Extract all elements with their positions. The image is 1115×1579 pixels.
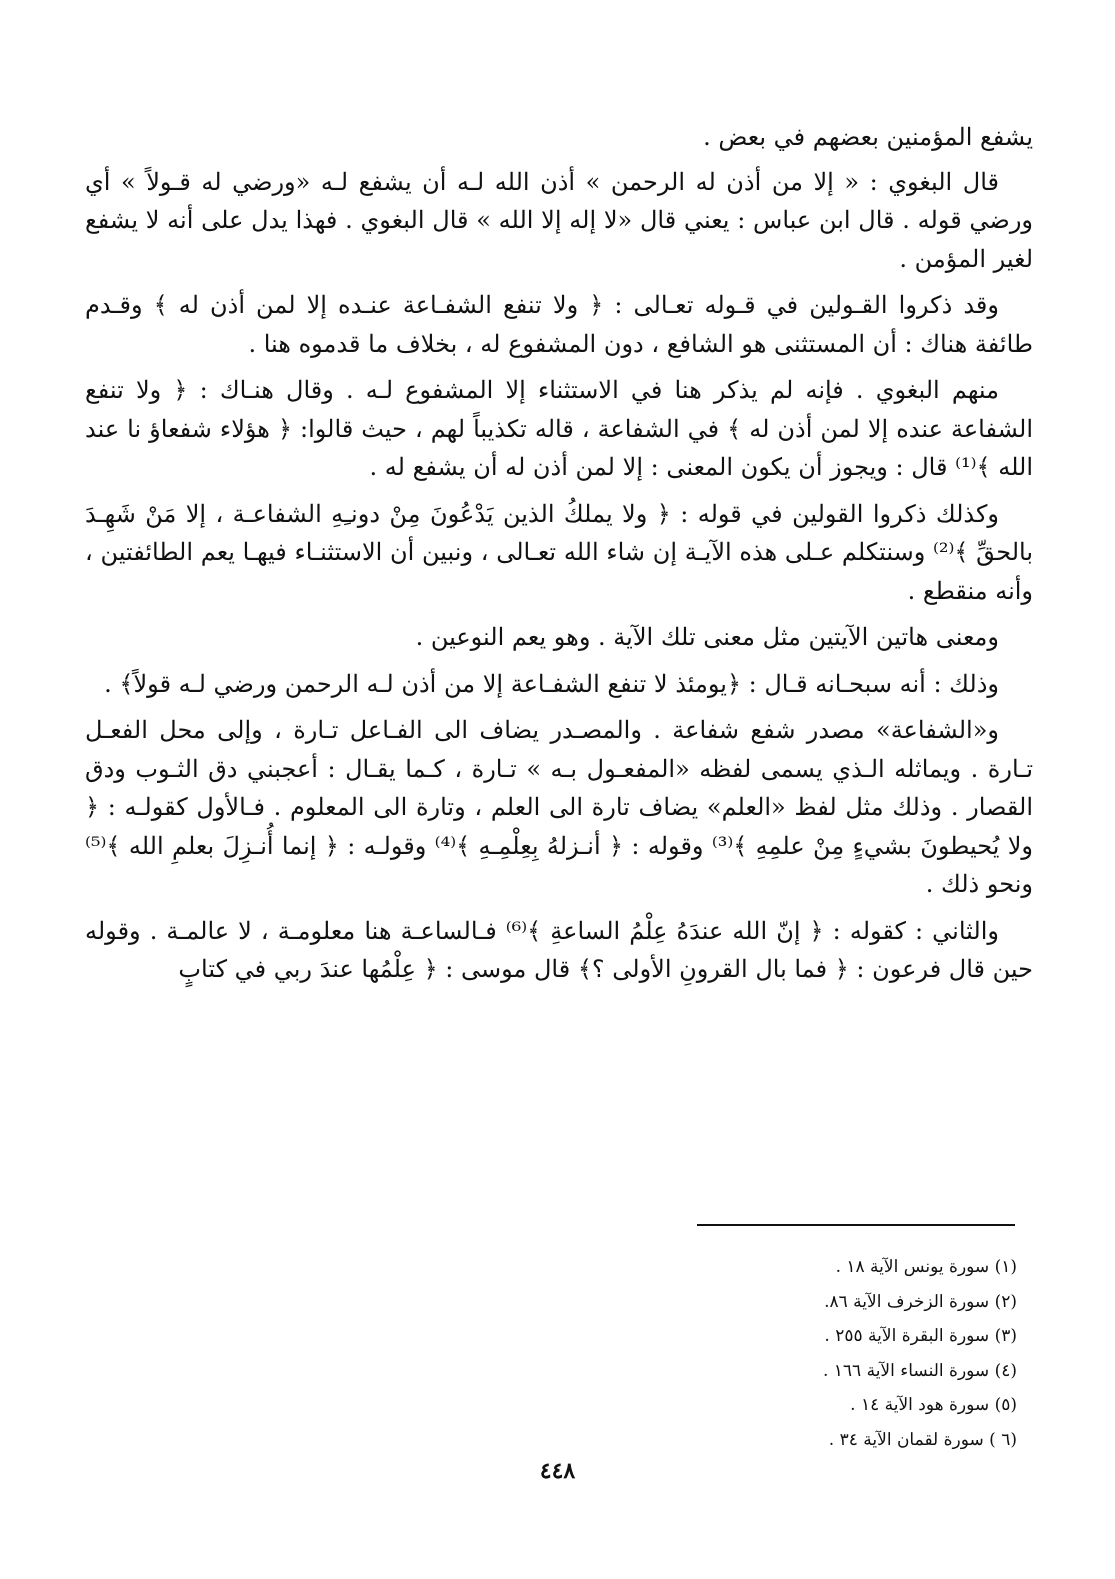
footnote-6: (٦ ) سورة لقمان الآية ٣٤ .: [828, 1429, 1017, 1450]
footnote-3: (٣) سورة البقرة الآية ٢٥٥ .: [824, 1326, 1017, 1346]
main-text: [85, 118, 1033, 997]
paragraph-2: قال البغوي : « إلا من أذن له الرحمن » أذن الله لـه أن يشفع لـه «ورضي له قـولاً » أي ورضي قوله . قال ابن عباس : يعني قال «لا إله إلا الله » قال البغوي . فهذا يدل على أنه لا يشفع لغير المؤمن .: [85, 167, 1033, 273]
paragraph-9: والثاني : كقوله : ﴿ إنّ الله عندَهُ عِلْمُ الساعةِ ﴾⁽⁶⁾ فـالساعـة هنا معلومـة ، لا عالمـة . وقوله حين قال فرعون : ﴿ فما بال القرونِ الأولى ؟﴾ قال موسى : ﴿ عِلْمُها عندَ ربي في كتابٍ: [85, 916, 1033, 983]
footnote-divider: [697, 1224, 1015, 1226]
paragraph-5: وكذلك ذكروا القولين في قوله : ﴿ ولا يملكُ الذين يَدْعُونَ مِنْ دونـِهِ الشفاعـة ، إلا مَنْ شَهِـدَ بالحقِّ ﴾⁽²⁾ وسنتكلم عـلى هذه الآيـة إن شاء الله تعـالى ، ونبين أن الاستثنـاء فيهـا يعم الطائفتين ، وأنه منقطع .: [85, 499, 1033, 605]
footnote-5: (٥) سورة هود الآية ١٤ .: [850, 1395, 1017, 1415]
paragraph-1: يشفع المؤمنين بعضهم في بعض .: [703, 123, 1033, 151]
paragraph-4: منهم البغوي . فإنه لم يذكر هنا في الاستثناء إلا المشفوع لـه . وقال هنـاك : ﴿ ولا تنفع الشفاعة عنده إلا لمن أذن له ﴾ في الشفاعة ، قاله تكذيباً لهم ، حيث قالوا: ﴿ هؤلاء شفعاؤ نا عند الله ﴾⁽¹⁾ قال : ويجوز أن يكون المعنى : إلا لمن أذن له أن يشفع له .: [85, 376, 1033, 481]
footnote-4: (٤) سورة النساء الآية ١٦٦ .: [822, 1360, 1017, 1381]
paragraph-3: وقد ذكروا القـولين في قـوله تعـالى : ﴿ ولا تنفع الشفـاعة عنـده إلا لمن أذن له ﴾ وقـدم طائفة هناك : أن المستثنى هو الشافع ، دون المشفوع له ، بخلاف ما قدموه هنا .: [85, 291, 1033, 358]
paragraph-8: و«الشفاعة» مصدر شفع شفاعة . والمصـدر يضاف الى الفـاعل تـارة ، وإلى محل الفعـل تـارة . ويماثله الـذي يسمى لفظه «المفعـول بـه » تـارة ، كـما يقـال : أعجبني دق الثـوب ودق القصار . وذلك مثل لفظ «العلم» يضاف تارة الى العلم ، وتارة الى المعلوم . فـالأول كقولـه : ﴿ ولا يُحيطونَ بشيءٍ مِنْ علمِهِ ﴾⁽³⁾ وقوله : ﴿ أنـزلهُ بِعِلْمِـهِ ﴾⁽⁴⁾ وقولـه : ﴿ إنما أُنـزِلَ بعلمِ الله ﴾⁽⁵⁾ ونحو ذلك .: [85, 716, 1034, 898]
footnotes: [300, 1250, 1017, 1457]
footnote-1: (١) سورة يونس الآية ١٨ .: [835, 1257, 1017, 1277]
paragraph-6: ومعنى هاتين الآيتين مثل معنى تلك الآية . وهو يعم النوعين .: [415, 623, 999, 651]
paragraph-7: وذلك : أنه سبحـانه قـال : ﴿يومئذ لا تنفع الشفـاعة إلا من أذن لـه الرحمن ورضي لـه قولاً﴾ .: [104, 669, 999, 698]
page-number: ٤٤٨: [539, 1458, 576, 1484]
footnote-2: (٢) سورة الزخرف الآية ٨٦.: [824, 1291, 1017, 1312]
